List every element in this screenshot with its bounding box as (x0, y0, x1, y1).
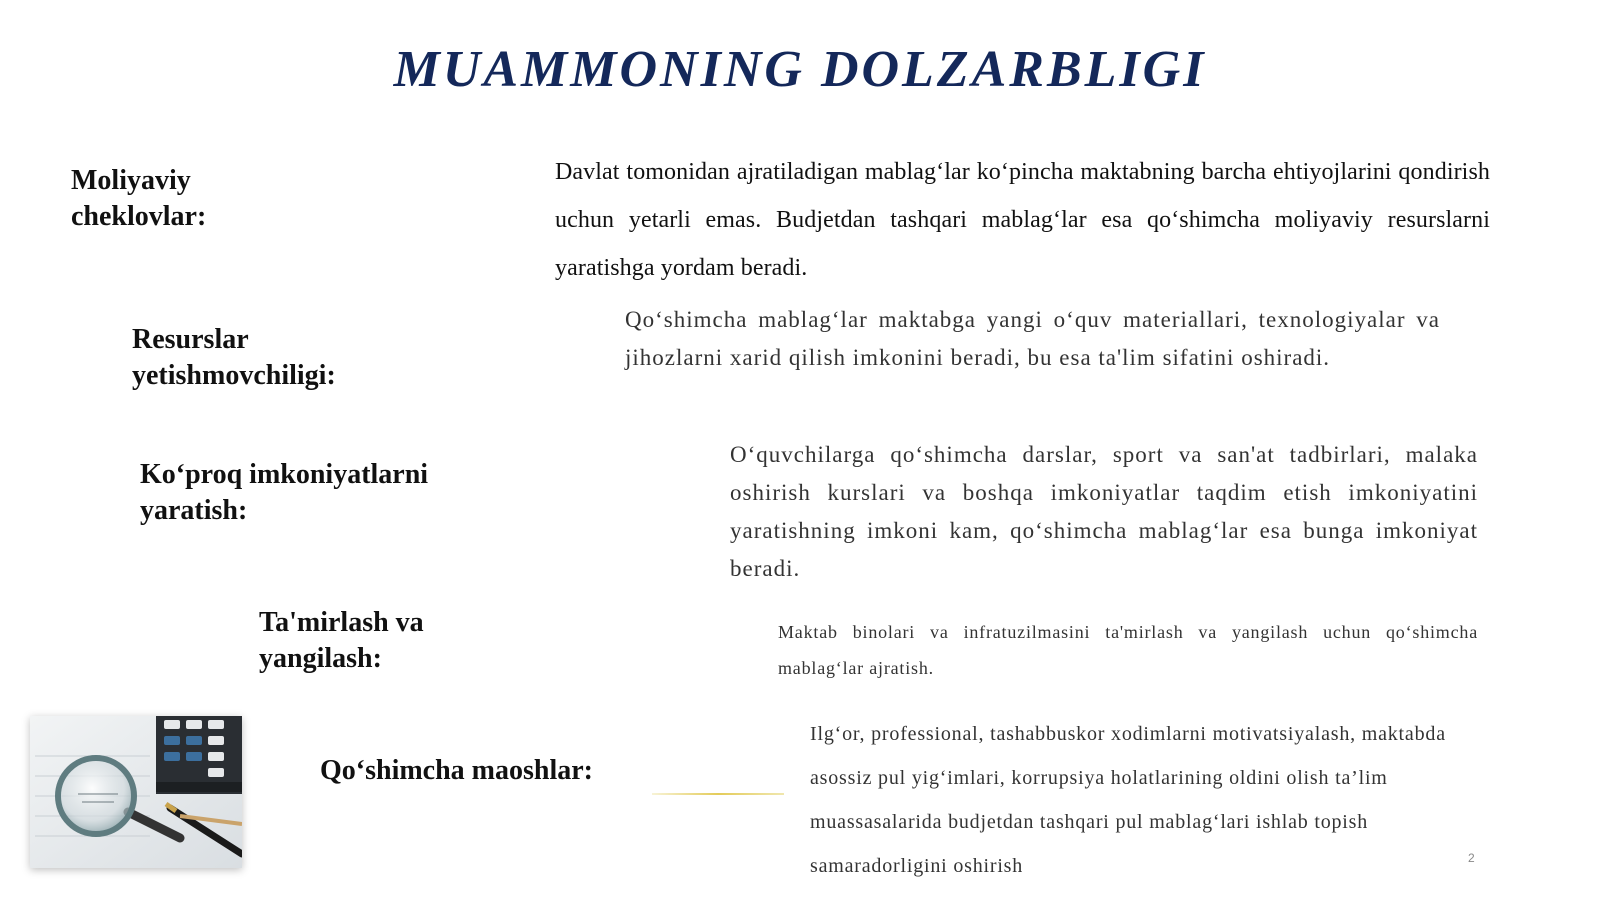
label-resurslar-yetishmovchiligi: Resurslar yetishmovchiligi: (132, 324, 336, 391)
page-number: 2 (1468, 851, 1475, 865)
calculator-magnifier-icon (30, 716, 242, 868)
text-moliyaviy-cheklovlar: Davlat tomonidan ajratiladigan mablag‘lar ko‘pincha maktabning barcha ehtiyojlarini qondirish uchun yetarli emas. Budjetdan tashqari mablag‘lar esa qo‘shimcha moliyaviy resurslarni yaratishga yordam beradi. (555, 159, 1490, 281)
label-moliyaviy-cheklovlar: Moliyaviy cheklovlar: (71, 165, 207, 232)
label-tamirlash-va-yangilash: Ta'mirlash va yangilash: (259, 607, 424, 674)
label-qoshimcha-maoshlar: Qo‘shimcha maoshlar: (320, 755, 593, 786)
calculator-magnifier-photo (30, 716, 242, 868)
text-resurslar-yetishmovchiligi: Qo‘shimcha mablag‘lar maktabga yangi o‘quv materiallari, texnologiyalar va jihozlarni xarid qilish imkonini beradi, bu esa ta'lim sifatini oshiradi. (625, 307, 1440, 370)
text-qoshimcha-maoshlar: Ilg‘or, professional, tashabbuskor xodimlarni motivatsiyalash, maktabda asossiz pul yig‘imlari, korrupsiya holatlarining oldini olish ta’lim muassasalarida budjetdan tashqari pul mablag‘lari ishlab topish samaradorligini oshirish (810, 723, 1446, 877)
slide-title: MUAMMONING DOLZARBLIGI (393, 41, 1207, 98)
decorative-line (652, 793, 784, 795)
label-koproq-imkoniyatlarni-yaratish: Ko‘proq imkoniyatlarni yaratish: (140, 459, 429, 526)
text-koproq-imkoniyatlarni-yaratish: O‘quvchilarga qo‘shimcha darslar, sport va san'at tadbirlari, malaka oshirish kurslari va boshqa imkoniyatlar taqdim etish imkoniyatini yaratishning imkoni kam, qo‘shimcha mablag‘lar esa bunga imkoniyat beradi. (730, 442, 1478, 581)
text-tamirlash-va-yangilash: Maktab binolari va infratuzilmasini ta'mirlash va yangilash uchun qo‘shimcha mablag‘lar ajratish. (778, 622, 1478, 678)
